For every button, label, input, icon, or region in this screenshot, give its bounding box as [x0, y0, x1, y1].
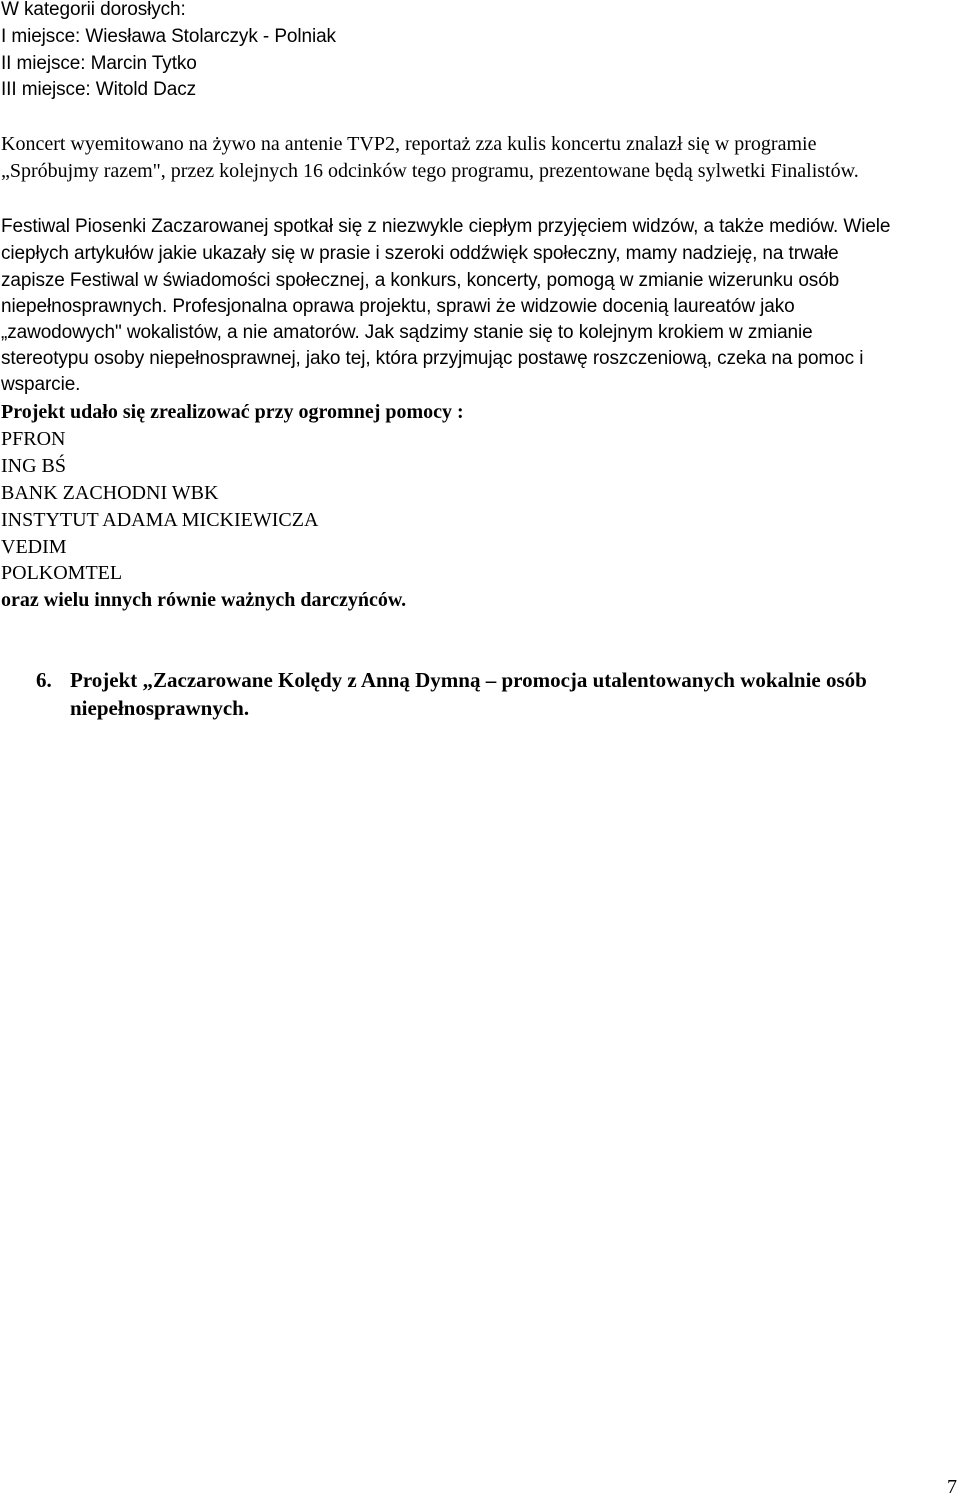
page-number: 7	[947, 1476, 957, 1498]
sponsor-item: PFRON	[1, 428, 66, 450]
festival-paragraph-line-3: zapisze Festiwal w świadomości społecznej, a konkurs, koncerty, pomogą w zmianie wizerunku osób	[1, 270, 840, 291]
sponsor-item: INSTYTUT ADAMA MICKIEWICZA	[1, 509, 319, 531]
sponsor-item: BANK ZACHODNI WBK	[1, 482, 219, 504]
section-6-number: 6.	[36, 668, 52, 692]
festival-paragraph-line-1: Festiwal Piosenki Zaczarowanej spotkał się z niezwykle ciepłym przyjęciem widzów, a także mediów. Wiele	[1, 216, 891, 237]
sponsor-item: VEDIM	[1, 536, 67, 558]
festival-paragraph-line-2: ciepłych artykułów jakie ukazały się w prasie i szeroki oddźwięk społeczny, mamy nadzieję, na trwałe	[1, 243, 839, 264]
tv-paragraph-line-2: „Spróbujmy razem", przez kolejnych 16 odcinków tego programu, prezentowane będą sylwetki Finalistów.	[1, 160, 859, 182]
sponsor-item: POLKOMTEL	[1, 562, 123, 584]
tv-paragraph-line-1: Koncert wyemitowano na żywo na antenie TVP2, reportaż zza kulis koncertu znalazł się w programie	[1, 133, 817, 155]
festival-paragraph-line-5: „zawodowych" wokalistów, a nie amatorów. Jak sądzimy stanie się to kolejnym krokiem w zmianie	[1, 322, 813, 343]
festival-paragraph-line-6: stereotypu osoby niepełnosprawnej, jako tej, która przyjmując postawę roszczeniową, czeka na pomoc i	[1, 348, 864, 369]
winner-third-place: III miejsce: Witold Dacz	[1, 79, 197, 100]
sponsors-heading: Projekt udało się zrealizować przy ogromnej pomocy :	[1, 401, 464, 423]
winner-first-place: I miejsce: Wiesława Stolarczyk - Polniak	[1, 26, 336, 47]
sponsor-item: ING BŚ	[1, 455, 67, 477]
winner-second-place: II miejsce: Marcin Tytko	[1, 53, 197, 74]
section-6-title-line-2: niepełnosprawnych.	[70, 696, 250, 720]
section-6-heading	[36, 666, 867, 694]
festival-paragraph-line-4: niepełnosprawnych. Profesjonalna oprawa projektu, sprawi że widzowie docenią laureatów jako	[1, 296, 795, 317]
festival-paragraph-line-7: wsparcie.	[1, 374, 81, 395]
section-6-title-line-1: Projekt „Zaczarowane Kolędy z Anną Dymną – promocja utalentowanych wokalnie osób	[70, 668, 867, 692]
winners-heading: W kategorii dorosłych:	[1, 0, 186, 20]
sponsors-closing: oraz wielu innych równie ważnych darczyńców.	[1, 589, 407, 611]
